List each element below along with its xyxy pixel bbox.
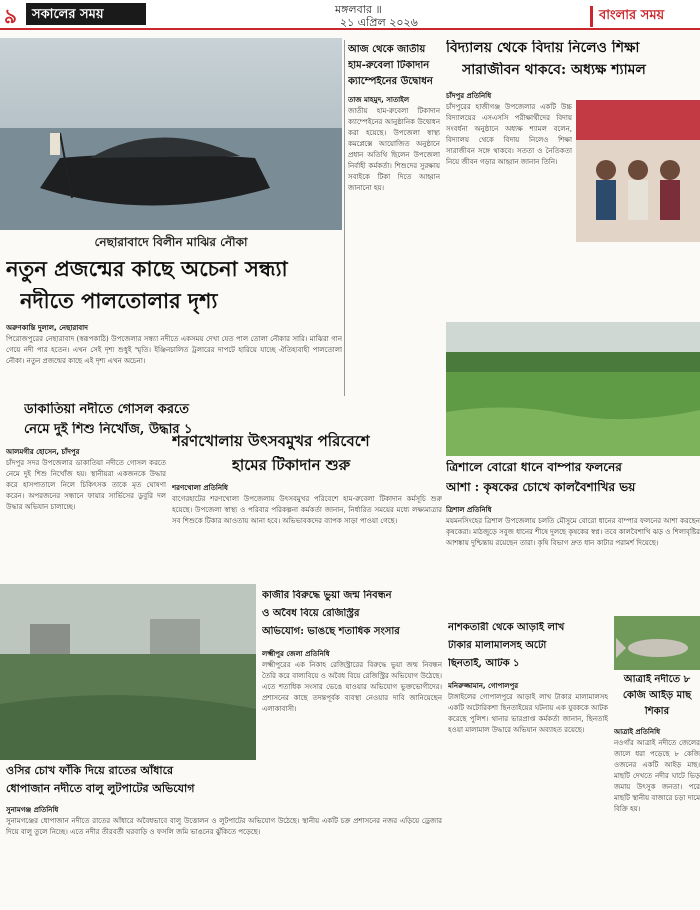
immunization-kicker: আজ থেকে জাতীয় xyxy=(348,44,426,55)
header-date: ২১ এপ্রিল ২০২৬ xyxy=(340,16,418,29)
immunization-headline-1: হাম-রুবেলা টিকাদান xyxy=(348,60,430,71)
boat-photo-graphic xyxy=(0,38,342,230)
fish-headline-2: কেজি আইড় মাছ xyxy=(622,690,692,701)
fish-headline-3: শিকার xyxy=(644,706,670,717)
sand-headline-2: ধোপাজান নদীতে বালু লুটপাটের অভিযোগ xyxy=(6,782,195,795)
immunization-headline-2: ক্যাম্পেইনের উদ্বোধন xyxy=(348,76,433,87)
fish-photo xyxy=(614,616,700,670)
robbery-headline-3: ছিনতাই, আটক ১ xyxy=(448,658,520,669)
fish-body: নওগাঁর আত্রাই নদীতে জেলের জালে ধরা পড়েছে ৮ কেজি ওজনের একটি আইড় মাছ। মাছটি দেখতে নদীর ঘাটে ভিড় জমায় উৎসুক জনতা। পরে মাছটি স্থানীয় বাজারে চড়া দামে বিক্রি হয়। xyxy=(614,739,700,813)
fish-photo-graphic xyxy=(614,616,700,670)
masthead-logo: সকালের সময় xyxy=(26,3,146,25)
paddy-byline: ত্রিশাল প্রতিনিধি xyxy=(446,506,492,514)
paddy-headline-1: ত্রিশালে বোরো ধানে বাম্পার ফলনের xyxy=(446,460,622,474)
kazi-byline: লক্ষ্মীপুর জেলা প্রতিনিধি xyxy=(262,650,330,658)
drowning-headline-2: নেমে দুই শিশু নিখোঁজ, উদ্ধার ১ xyxy=(24,422,193,437)
robbery-headline-1: নাশকতারী থেকে আড়াই লাখ xyxy=(448,622,565,633)
paddy-field-photo xyxy=(446,322,700,456)
boat-photo xyxy=(0,38,342,230)
boat-byline: অরুণকান্তি দুলাল, নেছারাবাদ xyxy=(6,324,88,332)
fish-byline: আত্রাই প্রতিনিধি xyxy=(614,728,661,736)
immunization-body: জাতীয় হাম-রুবেলা টিকাদান ক্যাম্পেইনের আনুষ্ঠানিক উদ্বোধন করা হয়েছে। উপজেলা স্বাস্থ্য কমপ্লেক্সে আয়োজিত অনুষ্ঠানে প্রধান অতিথি ছিলেন উপজেলা নির্বাহী কর্মকর্তা। শিশুদের সুরক্ষায় সবাইকে টিকা দিতে আহ্বান জানানো হয়। xyxy=(348,107,440,192)
page-number: ৯ xyxy=(4,4,17,28)
boat-headline-1: নতুন প্রজন্মের কাছে অচেনা সন্ধ্যা xyxy=(6,256,288,281)
measles-headline-2: হামের টিকাদান শুরু xyxy=(232,456,351,474)
measles-byline: শরণখোলা প্রতিনিধি xyxy=(172,484,228,492)
school-byline: চাঁদপুর প্রতিনিধি xyxy=(446,92,492,100)
robbery-body: টাঙ্গাইলের গোপালপুরে আড়াই লাখ টাকার মালামালসহ একটি অটোরিকশা ছিনতাইয়ের ঘটনায় এক যুবককে আটক করেছে পুলিশ। থানার ভারপ্রাপ্ত কর্মকর্তা জানান, ছিনতাই হওয়া মালামাল উদ্ধারে অভিযান অব্যাহত রয়েছে। xyxy=(448,693,608,734)
paddy-headline-2: আশা : কৃষকের চোখে কালবৈশাখির ভয় xyxy=(446,480,636,494)
school-event-photo xyxy=(576,100,700,242)
kazi-headline-1: কাজীর বিরুদ্ধে ভুয়া জন্ম নিবন্ধন xyxy=(262,590,392,601)
sand-headline-1: ওসির চোখ ফাঁকি দিয়ে রাতের আঁধারে xyxy=(6,764,174,777)
measles-headline-1: শরণখোলায় উৎসবমুখর পরিবেশে xyxy=(172,432,370,450)
school-event-photo-graphic xyxy=(576,100,700,242)
drowning-body: চাঁদপুর সদর উপজেলার ডাকাতিয়া নদীতে গোসল করতে নেমে দুই শিশু নিখোঁজ হয়। স্থানীয়রা একজনকে উদ্ধার করে হাসপাতালে নিলে চিকিৎসক তাকে মৃত ঘোষণা করেন। অপরজনের সন্ধানে ফায়ার সার্ভিসের ডুবুরি দল উদ্ধার অভিযান চালাচ্ছে। xyxy=(6,459,166,511)
section-title: বাংলার সময় xyxy=(590,6,664,27)
kazi-headline-2: ও অবৈধ বিয়ে রেজিস্ট্রির xyxy=(262,608,360,619)
village-photo xyxy=(0,584,256,760)
robbery-byline: মনিরুজ্জামান, গোপালপুর xyxy=(448,682,519,690)
drowning-byline: আলমগীর হোসেন, চাঁদপুর xyxy=(6,448,80,456)
page-header xyxy=(0,0,700,30)
robbery-headline-2: টাকার মালামালসহ অটো xyxy=(448,640,547,651)
kazi-body: লক্ষ্মীপুরের এক নিকাহ রেজিস্ট্রারের বিরুদ্ধে ভুয়া জন্ম নিবন্ধন তৈরি করে বাল্যবিয়ে ও অবৈধ বিয়ে রেজিস্ট্রির অভিযোগ উঠেছে। এতে শতাধিক সংসার ভেঙে যাওয়ার অভিযোগ ভুক্তভোগীদের। প্রশাসনের কাছে তদন্তপূর্বক ব্যবস্থা নেওয়ার দাবি জানিয়েছেন এলাকাবাসী। xyxy=(262,661,442,713)
drowning-headline-1: ডাকাতিয়া নদীতে গোসল করতে xyxy=(24,402,190,417)
sand-body: সুনামগঞ্জের ধোপাজান নদীতে রাতের আঁধারে অবৈধভাবে বালু উত্তোলন ও লুটপাটের অভিযোগ উঠেছে। স্থানীয় একটি চক্র প্রশাসনের নজর এড়িয়ে ড্রেজার দিয়ে বালু তুলে নিচ্ছে। এতে নদীর তীরবর্তী ঘরবাড়ি ও ফসলি জমি ভাঙনের ঝুঁকিতে পড়েছে। xyxy=(6,817,442,836)
school-headline-2: সারাজীবন থাকবে: অধ্যক্ষ শ্যামল xyxy=(462,62,646,78)
school-body: চাঁদপুরের হাজীগঞ্জ উপজেলার একটি উচ্চ বিদ্যালয়ের এসএসসি পরীক্ষার্থীদের বিদায় সংবর্ধনা অনুষ্ঠানে অধ্যক্ষ শ্যামল বলেন, বিদ্যালয় থেকে বিদায় নিলেও শিক্ষা সারাজীবন সঙ্গে থাকবে। সততা ও নৈতিকতা নিয়ে জীবন গড়ার আহ্বান জানান তিনি। xyxy=(446,103,572,166)
boat-body: পিরোজপুরের নেছারাবাদ (স্বরূপকাঠি) উপজেলার সন্ধ্যা নদীতে একসময় দেখা যেত পাল তোলা নৌকার সারি। মাঝিরা গান গেয়ে নদী পার হতেন। এখন সেই দৃশ্য শুধুই স্মৃতি। ইঞ্জিনচালিত ট্রলারের দাপটে হারিয়ে যাচ্ছে ঐতিহ্যবাহী পালতোলা নৌকা। নতুন প্রজন্মের কাছে এই দৃশ্য এখন অচেনা। xyxy=(6,335,342,365)
boat-caption: নেছারাবাদে বিলীন মাঝির নৌকা xyxy=(94,235,248,249)
school-headline-1: বিদ্যালয় থেকে বিদায় নিলেও শিক্ষা xyxy=(446,40,640,56)
column-divider xyxy=(344,40,345,396)
immunization-byline: তাজ মাহমুদ, সাতাইল xyxy=(348,96,410,104)
boat-headline-2: নদীতে পালতোলার দৃশ্য xyxy=(20,288,218,313)
kazi-headline-3: অভিযোগ: ভাঙছে শতাধিক সংসার xyxy=(262,626,400,637)
header-day: মঙ্গলবার ॥ xyxy=(335,3,382,16)
village-photo-graphic xyxy=(0,584,256,760)
paddy-field-photo-graphic xyxy=(446,322,700,456)
paddy-body: ময়মনসিংহের ত্রিশাল উপজেলায় চলতি মৌসুমে বোরো ধানের বাম্পার ফলনের আশা করছেন কৃষকেরা। মাঠজুড়ে সবুজ ধানের শীষে দুলছে কৃষকের স্বপ্ন। তবে কালবৈশাখি ঝড় ও শিলাবৃষ্টির আশঙ্কায় দুশ্চিন্তায় রয়েছেন তারা। কৃষি বিভাগ দ্রুত ধান কাটার পরামর্শ দিয়েছে। xyxy=(446,517,700,547)
sand-byline: সুনামগঞ্জ প্রতিনিধি xyxy=(6,806,59,814)
fish-headline-1: আত্রাই নদীতে ৮ xyxy=(623,674,691,685)
measles-body: বাগেরহাটের শরণখোলা উপজেলায় উৎসবমুখর পরিবেশে হাম-রুবেলা টিকাদান কর্মসূচি শুরু হয়েছে। উপজেলা স্বাস্থ্য ও পরিবার পরিকল্পনা কর্মকর্তা জানান, নির্ধারিত সময়ের মধ্যে লক্ষ্যমাত্রার সব শিশুকে টিকার আওতায় আনা হবে। অভিভাবকদের ব্যাপক সাড়া পাওয়া গেছে। xyxy=(172,495,442,525)
